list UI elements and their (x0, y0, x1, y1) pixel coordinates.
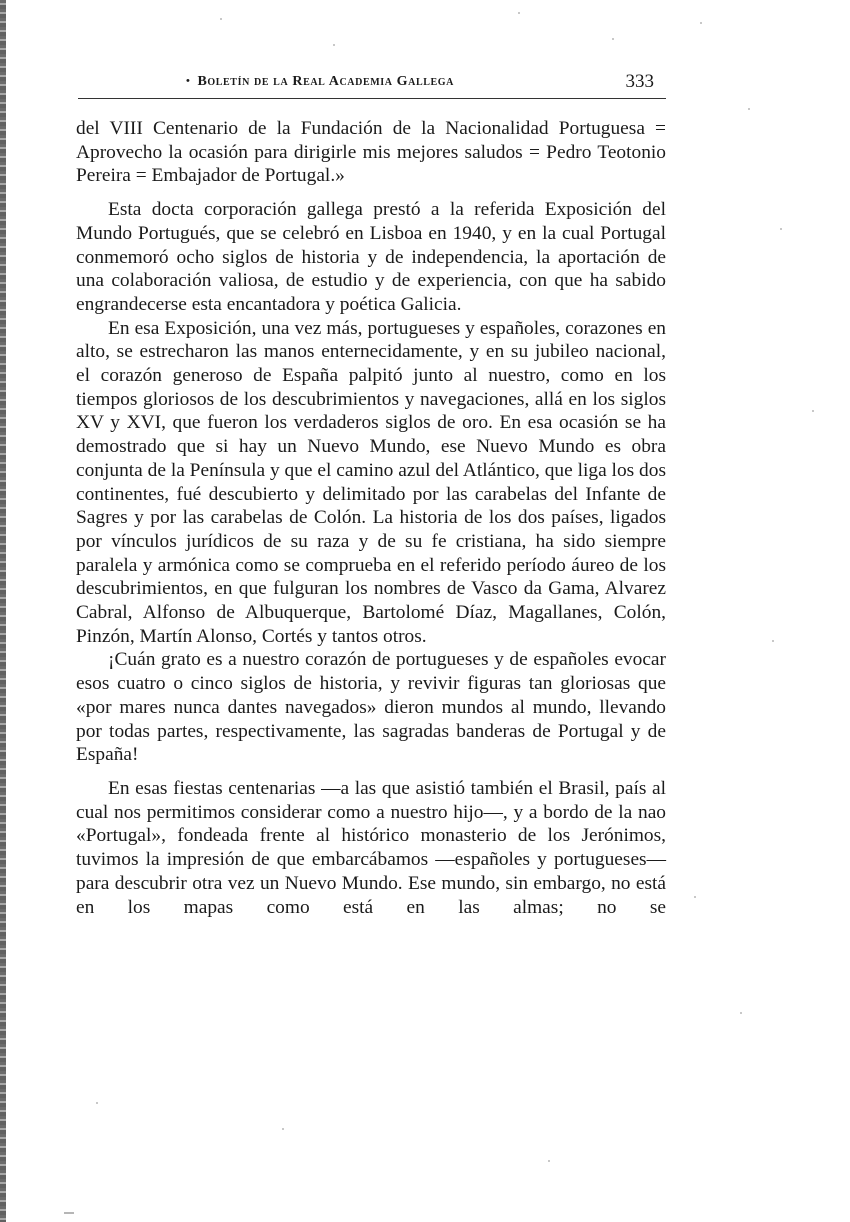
paper-speck (780, 228, 782, 230)
paper-speck (694, 896, 696, 898)
paper-speck (812, 410, 814, 412)
paper-speck (96, 1102, 98, 1104)
paper-speck (612, 38, 614, 40)
journal-title: • Boletín de la Real Academia Gallega (186, 74, 454, 90)
page-number: 333 (625, 71, 654, 92)
paper-speck (64, 1212, 74, 1214)
running-header (78, 70, 666, 99)
paper-speck (748, 108, 750, 110)
paper-speck (220, 18, 222, 20)
paper-speck (700, 22, 702, 24)
paragraph: En esas fiestas centenarias —a las que asistió también el Brasil, país al cual nos permitimos considerar como a nuestro hijo—, y a bordo de la nao «Portugal», fondeada frente al histórico monasterio de los Jerónimos, tuvimos la impresión de que embarcábamos —españoles y portugueses— para descubrir otra vez un Nuevo Mundo. Ese mundo, sin embargo, no está en los mapas como está en las almas; no se (76, 777, 666, 918)
page-binding-edge (0, 0, 6, 1222)
body-text (76, 117, 666, 919)
paper-speck (282, 1128, 284, 1130)
paper-speck (518, 12, 520, 14)
paper-speck (772, 640, 774, 642)
paragraph: Esta docta corporación gallega prestó a la referida Exposición del Mundo Portugués, que se celebró en Lisboa en 1940, y en la cual Portugal conmemoró ocho siglos de historia y de independencia, la aportación de una colaboración valiosa, de estudio y de experiencia, con que ha sabido engrandecerse esta encantadora y poética Galicia. (76, 199, 666, 315)
paper-speck (333, 44, 335, 46)
paragraph-continued: del VIII Centenario de la Fundación de la Nacionalidad Portuguesa = Aprovecho la ocasión para dirigirle mis mejores saludos = Pedro Teotonio Pereira = Embajador de Portugal.» (76, 118, 666, 187)
paper-speck (548, 1160, 550, 1162)
paper-speck (740, 1012, 742, 1014)
paragraph: ¡Cuán grato es a nuestro corazón de portugueses y de españoles evocar esos cuatro o cinco siglos de historia, y revivir figuras tan gloriosas que «por mares nunca dantes navegados» dieron mundos al mundo, llevando por todas partes, respectivamente, las sagradas banderas de Portugal y de España! (76, 649, 666, 766)
paragraph: En esa Exposición, una vez más, portugueses y españoles, corazones en alto, se estrecharon las manos enternecidamente, y en su jubileo nacional, el corazón generoso de España palpitó junto al nuestro, como en los tiempos gloriosos de los descubrimientos y navegaciones, allá en los siglos XV y XVI, que fueron los verdaderos siglos de oro. En esa ocasión se ha demostrado que si hay un Nuevo Mundo, ese Nuevo Mundo es obra conjunta de la Península y que el camino azul del Atlántico, que liga los dos continentes, fué descubierto y delimitado por las carabelas del Infante de Sagres y por las carabelas de Colón. La historia de los dos países, ligados por vínculos jurídicos de su raza y de su fe cristiana, ha sido siempre paralela y armónica como se comprueba en el referido período áureo de los descubrimientos, en que fulguran los nombres de Vasco da Gama, Alvarez Cabral, Alfonso de Albuquerque, Bartolomé Díaz, Magallanes, Colón, Pinzón, Martín Alonso, Cortés y tantos otros. (76, 317, 666, 647)
